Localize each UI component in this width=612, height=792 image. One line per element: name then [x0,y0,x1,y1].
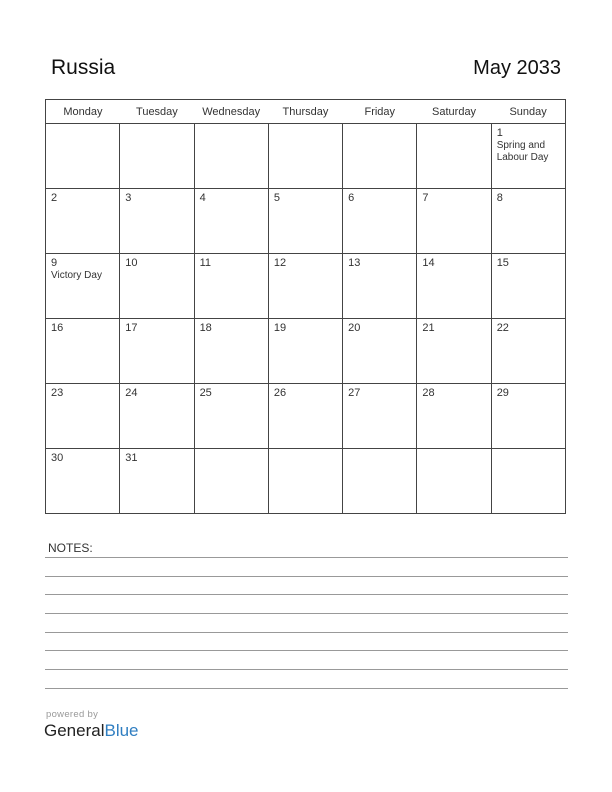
weekday-thursday: Thursday [268,100,342,124]
weekday-sunday: Sunday [491,100,565,124]
calendar-day-cell[interactable] [491,254,565,319]
month-year-title: May 2033 [473,57,561,79]
notes-line [45,650,568,651]
brand-logo[interactable] [44,721,139,741]
calendar-week-row [46,254,566,319]
brand-blue: Blue [104,721,139,740]
calendar-day-cell[interactable] [343,384,417,449]
day-number: 8 [496,192,503,204]
notes-line [45,632,568,633]
weekday-monday: Monday [46,100,120,124]
day-number: 5 [273,192,280,204]
calendar-week-row [46,319,566,384]
calendar-week-row [46,449,566,514]
notes-line [45,576,568,577]
day-number: 11 [199,257,211,269]
country-title: Russia [51,56,116,79]
calendar-day-cell[interactable] [120,254,194,319]
day-number: 22 [496,322,509,334]
calendar-grid [45,99,566,514]
day-number: 19 [273,322,287,334]
calendar-day-cell[interactable] [46,449,120,514]
calendar-week-row [46,124,566,189]
calendar-day-cell[interactable] [46,254,120,319]
calendar-day-cell[interactable] [46,124,120,189]
calendar-day-cell[interactable] [120,384,194,449]
calendar-day-cell[interactable] [491,449,565,514]
day-number: 18 [199,322,212,334]
calendar-day-cell[interactable] [46,384,120,449]
weekday-tuesday: Tuesday [120,100,194,124]
brand-general: General [44,721,105,740]
weekday-header-row [46,100,566,124]
calendar-day-cell[interactable] [491,319,565,384]
day-number: 14 [422,257,435,269]
notes-line [45,669,568,670]
day-number: 21 [422,322,435,334]
day-number: 3 [125,192,132,204]
calendar-day-cell[interactable] [194,449,268,514]
calendar-day-cell[interactable] [417,124,491,189]
calendar-day-cell[interactable] [491,124,565,189]
day-number: 25 [199,387,212,399]
calendar-day-cell[interactable] [343,319,417,384]
weekday-friday: Friday [343,100,417,124]
calendar-day-cell[interactable] [120,449,194,514]
calendar-day-cell[interactable] [46,189,120,254]
notes-line [45,594,568,595]
day-number: 4 [199,192,206,204]
calendar-day-cell[interactable] [491,189,565,254]
calendar-day-cell[interactable] [194,124,268,189]
calendar-day-cell[interactable] [343,189,417,254]
calendar-day-cell[interactable] [194,254,268,319]
calendar-day-cell[interactable] [343,124,417,189]
day-number: 10 [125,257,138,269]
day-number: 26 [273,387,287,399]
day-number: 31 [125,452,138,464]
notes-label: NOTES: [48,541,93,555]
calendar-day-cell[interactable] [268,189,342,254]
calendar-day-cell[interactable] [120,189,194,254]
calendar-day-cell[interactable] [194,319,268,384]
weekday-saturday: Saturday [417,100,491,124]
calendar-day-cell[interactable] [268,319,342,384]
holiday-label: Victory Day [51,269,102,281]
day-number: 28 [422,387,435,399]
day-number: 16 [51,322,64,334]
day-number: 15 [496,257,509,269]
day-number: 6 [348,192,355,204]
calendar-day-cell[interactable] [417,189,491,254]
holiday-label: Spring and Labour Day [496,139,549,163]
day-number: 30 [51,452,64,464]
weekday-wednesday: Wednesday [194,100,268,124]
notes-line [45,557,568,558]
day-number: 27 [348,387,361,399]
calendar-day-cell[interactable] [268,384,342,449]
calendar-day-cell[interactable] [194,384,268,449]
calendar-day-cell[interactable] [417,449,491,514]
notes-line [45,613,568,614]
day-number: 20 [348,322,361,334]
notes-line [45,688,568,689]
calendar-day-cell[interactable] [194,189,268,254]
calendar-day-cell[interactable] [343,449,417,514]
powered-by-text: powered by [46,709,99,720]
calendar-day-cell[interactable] [268,124,342,189]
day-number: 13 [348,257,361,269]
day-number: 17 [125,322,138,334]
calendar-day-cell[interactable] [268,449,342,514]
day-number: 29 [496,387,509,399]
calendar-day-cell[interactable] [417,319,491,384]
day-number: 24 [125,387,138,399]
calendar-week-row [46,384,566,449]
day-number: 12 [273,257,287,269]
calendar-day-cell[interactable] [120,124,194,189]
calendar-day-cell[interactable] [491,384,565,449]
day-number: 9 [51,257,58,269]
calendar-week-row [46,189,566,254]
day-number: 7 [422,192,429,204]
calendar-day-cell[interactable] [46,319,120,384]
day-number: 23 [51,387,64,399]
day-number: 1 [496,127,503,139]
calendar-day-cell[interactable] [268,254,342,319]
calendar-day-cell[interactable] [417,384,491,449]
day-number: 2 [51,192,58,204]
calendar-day-cell[interactable] [120,319,194,384]
calendar-day-cell[interactable] [417,254,491,319]
calendar-day-cell[interactable] [343,254,417,319]
